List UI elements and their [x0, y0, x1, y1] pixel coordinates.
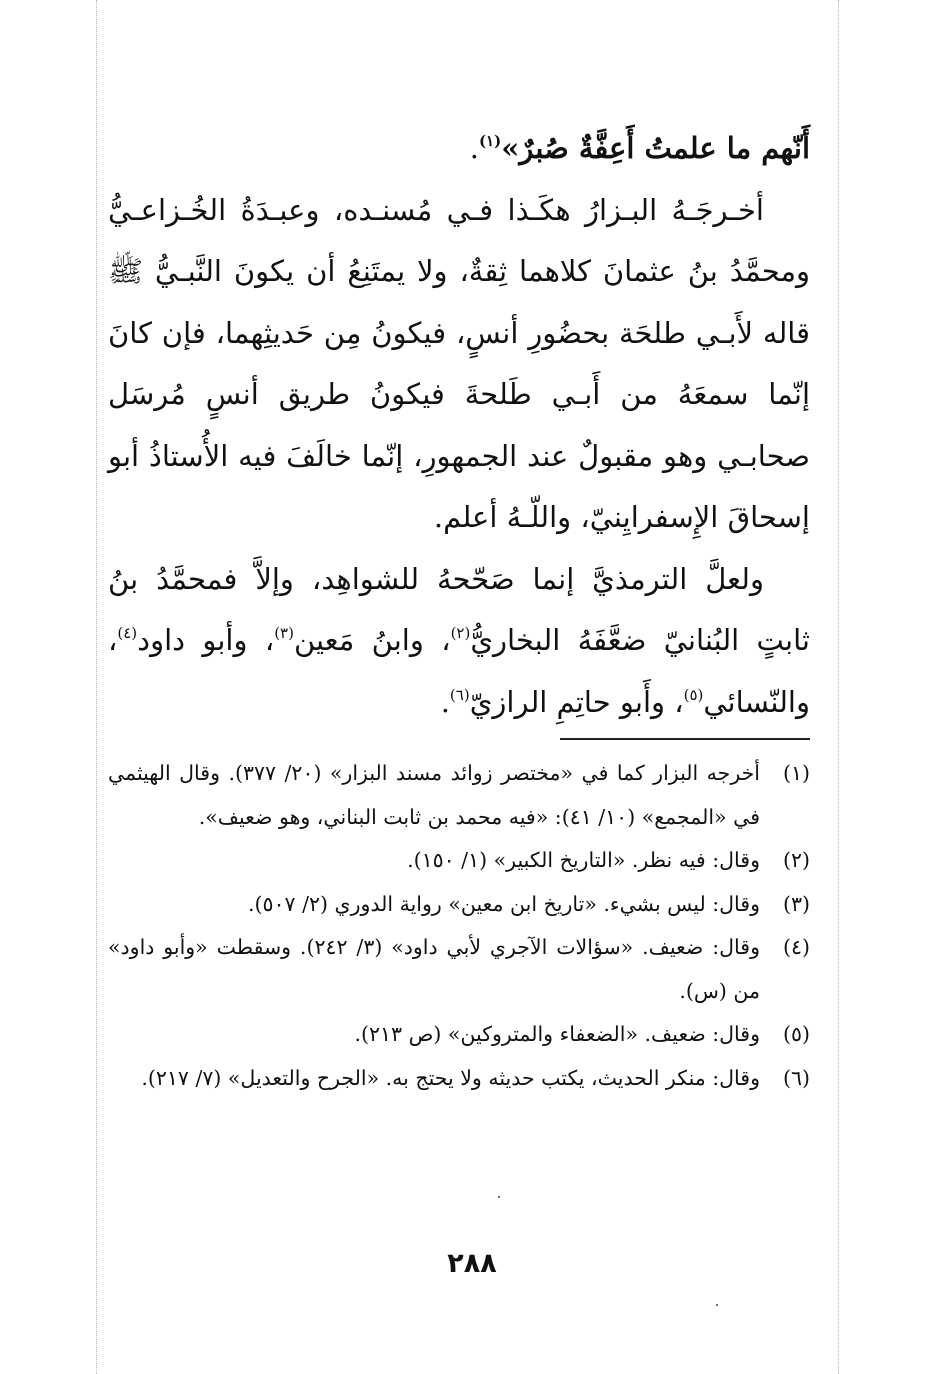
footnote-ref-1: (١) — [478, 132, 502, 150]
footnote-number: (٥) — [782, 1022, 810, 1046]
opening-period: . — [469, 131, 479, 165]
footnote-text: وقال: ضعيف. «سؤالات الآجري لأبي داود» (٣/ ٢٤٢). وسقطت «وأبو داود» من (س). — [108, 935, 760, 1003]
footnotes — [108, 752, 810, 1100]
opening-quote-end: أَنّهم ما علمتُ أَعِفَّةٌ صُبرٌ» — [501, 131, 810, 165]
footnote-text: وقال: منكر الحديث، يكتب حديثه ولا يحتج به. «الجرح والتعديل» (٧/ ٢١٧). — [141, 1065, 760, 1090]
footnote-text: وقال: فيه نظر. «التاريخ الكبير» (١/ ١٥٠). — [407, 848, 760, 872]
paragraph-weakness-part: ، وأَبو حاتِمِ الرازيّ — [469, 684, 684, 719]
scan-margin-line — [838, 0, 839, 1374]
footnote-number: (٢) — [782, 848, 810, 872]
footnote-separator — [560, 738, 810, 740]
paragraph-weakness — [108, 549, 810, 734]
scan-speck — [716, 1304, 718, 1306]
paragraph-takhrij: أخـرجَـهُ البـزارُ هكَـذا فـي مُسنـده، وعبـدَةُ الخُـزاعـيُّ ومحمَّدُ بنُ عثمانَ كلاهما ثِقةٌ، ولا يمتَنِعُ أن يكونَ النَّبـيُّ ﷺ قاله لأَبـي طلحَة بحضُورِ أنسٍ، فيكونُ مِن حَديثِهما، فإن كانَ إنّما سمعَهُ من أَبـي طَلحةَ فيكونُ طريق أنسٍ مُرسَل صحابـي وهو مقبولٌ عند الجمهورِ، إنّما خالَفَ فيه الأُستاذُ أبو إسحاقَ الإِسفرايِنيّ، واللّـهُ أعلم. — [108, 192, 810, 534]
footnote-3 — [108, 883, 810, 927]
footnote-6 — [108, 1057, 810, 1101]
paragraph-weakness-part: . — [440, 684, 450, 719]
paragraph-weakness-part: ، وأبو داود — [137, 623, 275, 657]
footnote-ref-6: (٦) — [449, 685, 470, 704]
footnote-5 — [108, 1013, 810, 1057]
footnote-text: وقال: ليس بشيء. «تاريخ ابن معين» رواية الدوري (٢/ ٥٠٧). — [248, 891, 760, 916]
scan-margin-line — [96, 0, 97, 1374]
footnote-ref-3: (٣) — [274, 624, 294, 642]
paragraph-weakness-part: ، وابنُ مَعين — [293, 623, 451, 657]
paragraph-weakness-part: ولعلَّ الترمذيَّ إنما صَحّحهُ للشواهِد، وإلاَّ فمحمَّدُ بنُ ثابتٍ البُنانيّ ضعَّفَهُ البخاريُّ — [108, 561, 810, 657]
footnote-number: (١) — [782, 761, 810, 785]
paragraph-weakness-part: ، والنّسائي — [108, 623, 810, 719]
footnote-text: أخرجه البزار كما في «مختصر زوائد مسند البزار» (٢٠/ ٣٧٧). وقال الهيثمي في «المجمع» (١٠/ ٤١): «فيه محمد بن ثابت البناني، وهو ضعيف». — [108, 761, 761, 829]
opening-line — [108, 118, 810, 180]
footnote-ref-2: (٢) — [450, 624, 471, 642]
main-text — [108, 118, 810, 733]
footnote-number: (٦) — [782, 1065, 810, 1090]
footnote-2 — [108, 839, 810, 883]
page-number: ٢٨٨ — [447, 1248, 497, 1279]
footnote-number: (٤) — [782, 935, 810, 959]
footnote-number: (٣) — [782, 891, 810, 916]
footnote-ref-5: (٥) — [683, 685, 704, 704]
footnote-1 — [108, 752, 810, 839]
footnote-text: وقال: ضعيف. «الضعفاء والمتروكين» (ص ٢١٣). — [354, 1022, 760, 1046]
footnote-ref-4: (٤) — [117, 624, 138, 642]
footnote-4 — [108, 926, 810, 1013]
scan-speck — [498, 1196, 500, 1198]
